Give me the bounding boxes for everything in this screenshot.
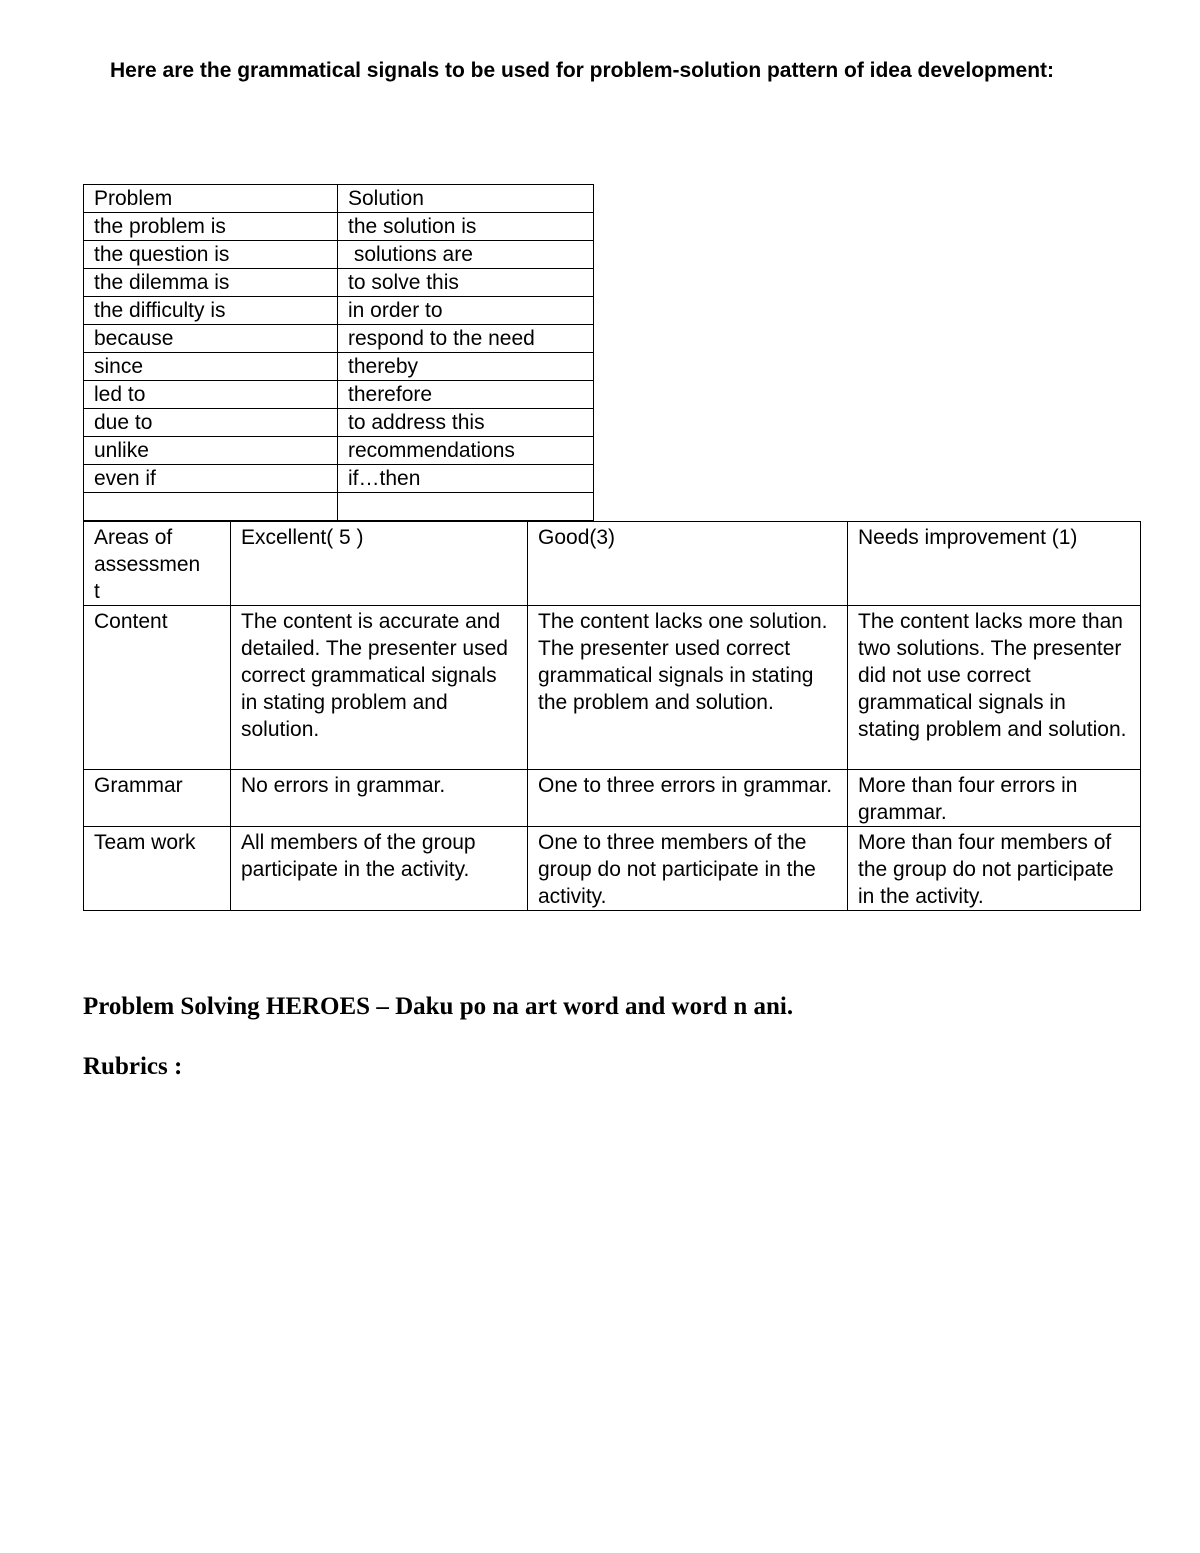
solution-signal: to address this bbox=[338, 409, 594, 437]
rubric-needs-improvement-cell: More than four members of the group do not participate in the activity. bbox=[848, 827, 1141, 911]
problem-signal: due to bbox=[84, 409, 338, 437]
table-row bbox=[84, 353, 594, 381]
table-row bbox=[84, 241, 594, 269]
table-row bbox=[84, 409, 594, 437]
table-row-empty bbox=[84, 493, 594, 521]
rubric-header-areas: Areas of assessmen t bbox=[84, 522, 231, 606]
problem-signal: led to bbox=[84, 381, 338, 409]
rubric-area: Team work bbox=[84, 827, 231, 911]
activity-title: Problem Solving HEROES – Daku po na art word and word n ani. bbox=[83, 993, 794, 1020]
solution-signal: in order to bbox=[338, 297, 594, 325]
table-row bbox=[84, 213, 594, 241]
rubric-excellent-cell: The content is accurate and detailed. The presenter used correct grammatical signals in stating problem and solution. bbox=[231, 606, 528, 770]
table-row bbox=[84, 325, 594, 353]
solution-signal: solutions are bbox=[338, 241, 594, 269]
signals-header-problem: Problem bbox=[84, 185, 338, 213]
solution-signal: respond to the need bbox=[338, 325, 594, 353]
problem-signal: even if bbox=[84, 465, 338, 493]
rubric-good-cell: One to three members of the group do not participate in the activity. bbox=[528, 827, 848, 911]
rubric-area: Grammar bbox=[84, 770, 231, 827]
table-row bbox=[84, 437, 594, 465]
rubric-header-row bbox=[84, 522, 1141, 606]
solution-signal: thereby bbox=[338, 353, 594, 381]
problem-signal: unlike bbox=[84, 437, 338, 465]
rubrics-label: Rubrics : bbox=[83, 1053, 183, 1080]
rubric-area: Content bbox=[84, 606, 231, 770]
problem-signal: the difficulty is bbox=[84, 297, 338, 325]
table-row bbox=[84, 770, 1141, 827]
table-row bbox=[84, 606, 1141, 770]
table-row bbox=[84, 269, 594, 297]
problem-signal: the problem is bbox=[84, 213, 338, 241]
signals-header-solution: Solution bbox=[338, 185, 594, 213]
problem-signal: since bbox=[84, 353, 338, 381]
rubric-header-excellent: Excellent( 5 ) bbox=[231, 522, 528, 606]
table-row bbox=[84, 381, 594, 409]
signals-header-row bbox=[84, 185, 594, 213]
rubric-header-good: Good(3) bbox=[528, 522, 848, 606]
rubric-header-needs-improvement: Needs improvement (1) bbox=[848, 522, 1141, 606]
solution-signal: if…then bbox=[338, 465, 594, 493]
intro-line: Here are the grammatical signals to be used for problem-solution pattern of idea development: bbox=[110, 59, 1055, 82]
rubric-good-cell: One to three errors in grammar. bbox=[528, 770, 848, 827]
rubric-needs-improvement-cell: The content lacks more than two solutions. The presenter did not use correct grammatical signals in stating problem and solution. bbox=[848, 606, 1141, 770]
table-row bbox=[84, 297, 594, 325]
solution-signal: the solution is bbox=[338, 213, 594, 241]
rubric-good-cell: The content lacks one solution. The presenter used correct grammatical signals in stating the problem and solution. bbox=[528, 606, 848, 770]
problem-signal: because bbox=[84, 325, 338, 353]
rubric-excellent-cell: No errors in grammar. bbox=[231, 770, 528, 827]
table-row bbox=[84, 465, 594, 493]
signals-table bbox=[83, 184, 594, 521]
table-row bbox=[84, 827, 1141, 911]
rubric-table bbox=[83, 521, 1141, 911]
solution-signal: recommendations bbox=[338, 437, 594, 465]
intro-text bbox=[83, 57, 1063, 85]
rubric-excellent-cell: All members of the group participate in the activity. bbox=[231, 827, 528, 911]
solution-signal: to solve this bbox=[338, 269, 594, 297]
problem-signal: the dilemma is bbox=[84, 269, 338, 297]
problem-signal: the question is bbox=[84, 241, 338, 269]
solution-signal-empty bbox=[338, 493, 594, 521]
problem-signal-empty bbox=[84, 493, 338, 521]
rubric-needs-improvement-cell: More than four errors in grammar. bbox=[848, 770, 1141, 827]
solution-signal: therefore bbox=[338, 381, 594, 409]
